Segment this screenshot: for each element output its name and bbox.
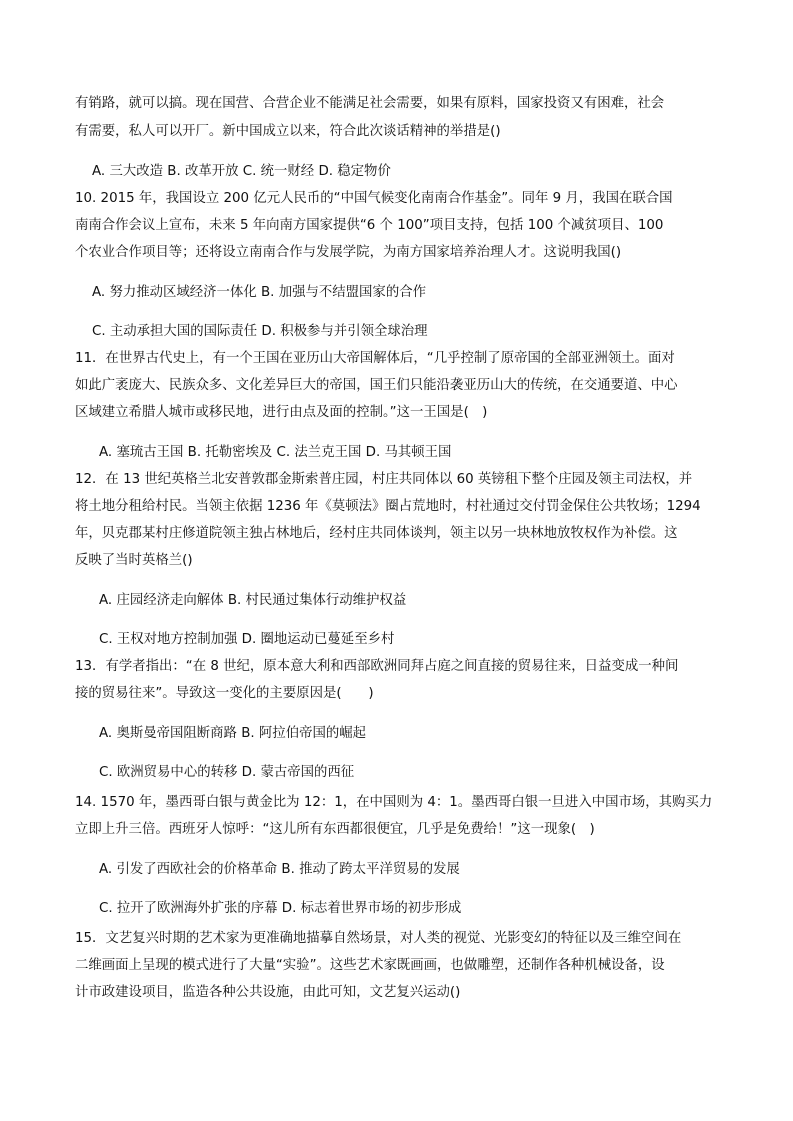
- q9-stem-line-2: 有需要，私人可以开厂。新中国成立以来，符合此次谈话精神的举措是(): [75, 124, 501, 139]
- q12-options-line-1: A. 庄园经济走向解体 B. 村民通过集体行动维护权益: [99, 593, 407, 608]
- q15-stem-line-3: 计市政建设项目，监造各种公共设施，由此可知，文艺复兴运动(): [75, 985, 461, 1000]
- q14-options-line-1: A. 引发了西欧社会的价格革命 B. 推动了跨太平洋贸易的发展: [99, 862, 460, 877]
- q11-stem-line-1: 11．在世界古代史上，有一个王国在亚历山大帝国解体后，“几乎控制了原帝国的全部亚洲领土。面对: [75, 351, 675, 366]
- q15-stem-line-1: 15．文艺复兴时期的艺术家为更准确地描摹自然场景，对人类的视觉、光影变幻的特征以及三维空间在: [75, 931, 682, 946]
- q11-options: A. 塞琉古王国 B. 托勒密埃及 C. 法兰克王国 D. 马其顿王国: [99, 445, 452, 460]
- q12-stem-line-1: 12．在 13 世纪英格兰北安普敦郡金斯索普庄园，村庄共同体以 60 英镑租下整个庄园及领主司法权，并: [75, 472, 693, 487]
- q14-options-line-2: C. 拉开了欧洲海外扩张的序幕 D. 标志着世界市场的初步形成: [99, 901, 462, 916]
- q15-stem-line-2: 二维画面上呈现的模式进行了大量“实验”。这些艺术家既画画，也做雕塑，还制作各种机械设备，设: [75, 958, 665, 973]
- q10-options-line-2: C. 主动承担大国的国际责任 D. 积极参与并引领全球治理: [92, 324, 428, 339]
- q13-options-line-2: C. 欧洲贸易中心的转移 D. 蒙古帝国的西征: [99, 765, 355, 780]
- q12-stem-line-3: 年，贝克郡某村庄修道院领主独占林地后，经村庄共同体谈判，领主以另一块林地放牧权作为补偿。这: [75, 526, 678, 541]
- q13-stem-line-2: 接的贸易往来”。导致这一变化的主要原因是( ): [75, 686, 374, 701]
- q13-options-line-1: A. 奥斯曼帝国阻断商路 B. 阿拉伯帝国的崛起: [99, 726, 367, 741]
- q13-stem-line-1: 13．有学者指出：“在 8 世纪，原本意大利和西部欧洲同拜占庭之间直接的贸易往来，日益变成一种间: [75, 659, 679, 674]
- q10-stem-line-2: 南南合作会议上宣布，未来 5 年向南方国家提供“6 个 100”项目支持，包括 100 个减贫项目、100: [75, 218, 664, 233]
- q14-stem-line-1: 14. 1570 年，墨西哥白银与黄金比为 12：1，在中国则为 4：1。墨西哥白银一旦进入中国市场，其购买力: [75, 795, 713, 810]
- q11-stem-line-2: 如此广袤庞大、民族众多、文化差异巨大的帝国，国王们只能沿袭亚历山大的传统，在交通要道、中心: [75, 378, 678, 393]
- q12-stem-line-4: 反映了当时英格兰(): [75, 553, 193, 568]
- q9-stem-line-1: 有销路，就可以搞。现在国营、合营企业不能满足社会需要，如果有原料，国家投资又有困难，社会: [75, 96, 665, 111]
- q12-stem-line-2: 将土地分租给村民。当领主依据 1236 年《莫顿法》圈占荒地时，村社通过交付罚金保住公共牧场；1294: [75, 499, 701, 514]
- q10-options-line-1: A. 努力推动区域经济一体化 B. 加强与不结盟国家的合作: [92, 285, 426, 300]
- q14-stem-line-2: 立即上升三倍。西班牙人惊呼：“这儿所有东西都很便宜，几乎是免费给！”这一现象( ): [75, 822, 595, 837]
- q9-options: A. 三大改造 B. 改革开放 C. 统一财经 D. 稳定物价: [92, 164, 391, 179]
- q10-stem-line-1: 10. 2015 年，我国设立 200 亿元人民币的“中国气候变化南南合作基金”。同年 9 月，我国在联合国: [75, 191, 673, 206]
- q12-options-line-2: C. 王权对地方控制加强 D. 圈地运动已蔓延至乡村: [99, 632, 395, 647]
- q10-stem-line-3: 个农业合作项目等；还将设立南南合作与发展学院，为南方国家培养治理人才。这说明我国(): [75, 245, 622, 260]
- q11-stem-line-3: 区域建立希腊人城市或移民地，进行由点及面的控制。”这一王国是( ): [75, 405, 488, 420]
